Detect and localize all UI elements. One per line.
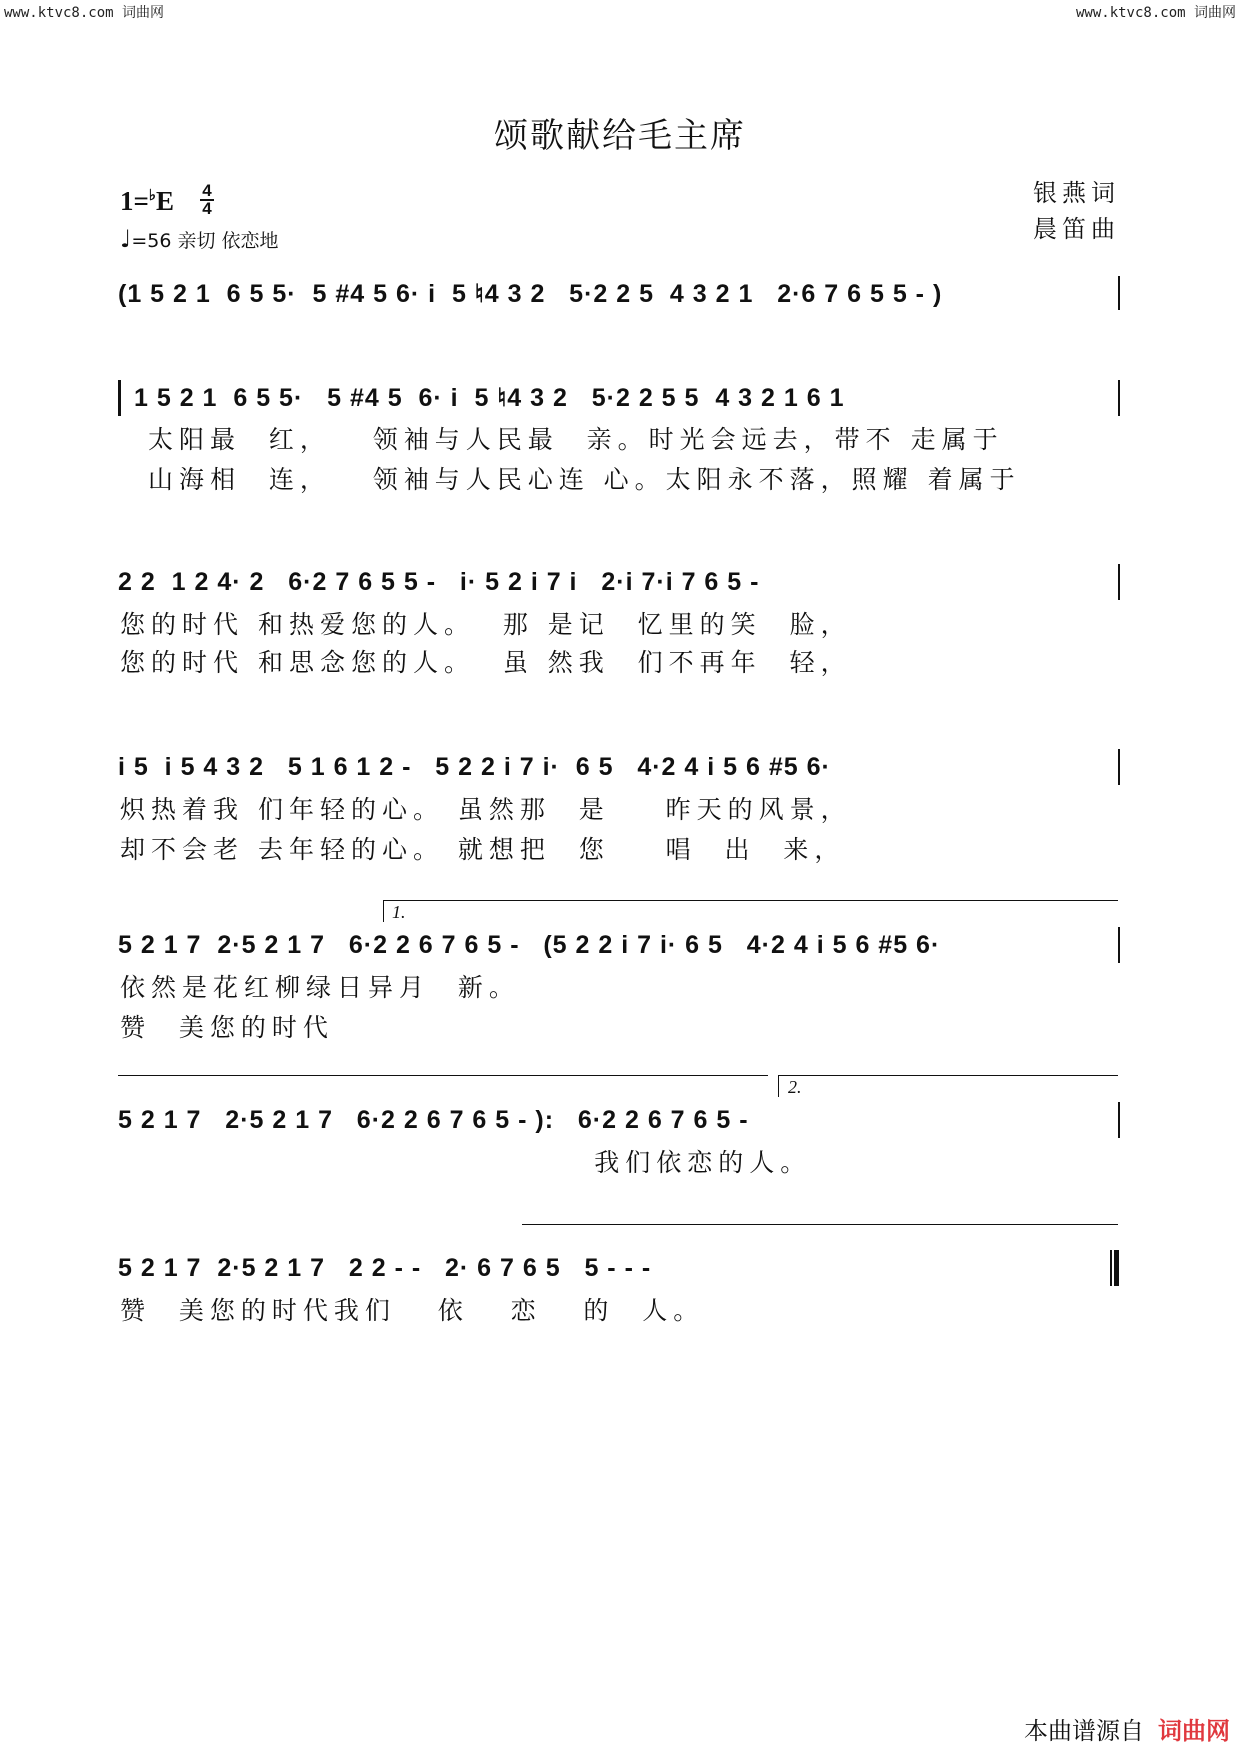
tempo-marking (120, 225, 279, 253)
notes-line: 1 5 2 1 6 5 5· 5 #4 5 6· i 5 ♮4 3 2 5·2 2 5 5 4 3 2 1 6 1 (134, 384, 845, 412)
system-3 (118, 752, 1123, 782)
barline (1118, 380, 1120, 416)
song-title: 颂歌献给毛主席 (494, 116, 746, 156)
header-right-site: 词曲网 (1194, 5, 1236, 21)
volta-1-hook (383, 900, 384, 922)
final-barline-thick (1114, 1250, 1119, 1286)
repeat-start-barline (118, 380, 121, 416)
volta-2-label: 2. (788, 1077, 802, 1097)
lyrics-verse-1: 炽热着我 们年轻的心。 虽然那 是 昨天的风景， (120, 795, 852, 824)
final-barline-thin (1110, 1250, 1112, 1286)
footer-brand[interactable]: 词曲网 (1158, 1717, 1230, 1745)
barline (1118, 564, 1120, 600)
lyrics-verse-2: 您的时代 和思念您的人。 虽 然我 们不再年 轻， (120, 648, 852, 677)
header-right-url[interactable]: www.ktvc8.com (1075, 5, 1186, 21)
notes-line: i 5 i 5 4 3 2 5 1 6 1 2 - 5 2 2 i 7 i· 6 5 4·2 4 i 5 6 #5 6· (118, 753, 831, 781)
header-left-site: 词曲网 (122, 5, 165, 21)
time-signature (200, 183, 214, 217)
lyrics-verse-2: 赞 美您的时代 (120, 1013, 334, 1042)
notes-line: 2 2 1 2 4· 2 6·2 7 6 5 5 - i· 5 2 i 7 i 2·i 7·i 7 6 5 - (118, 568, 760, 596)
header-left-url[interactable]: www.ktvc8.com (4, 5, 114, 21)
quarter-note-icon: ♩ (120, 225, 132, 253)
tempo-expression: 亲切 依恋地 (177, 230, 279, 252)
composer: 晨笛曲 (1033, 215, 1120, 243)
system-6 (118, 1253, 1123, 1283)
volta-2-hook (778, 1075, 779, 1097)
notes-line: (1 5 2 1 6 5 5· 5 #4 5 6· i 5 ♮4 3 2 5·2 2 5 4 3 2 1 2·6 7 6 5 5 - ) (118, 280, 943, 308)
system-intro (118, 279, 1123, 309)
credits (1033, 175, 1120, 247)
barline (1118, 749, 1120, 785)
meter-top: 4 (202, 181, 212, 200)
lyrics-verse-1: 您的时代 和热爱您的人。 那 是记 忆里的笑 脸， (120, 610, 852, 639)
lyrics-verse-2: 却不会老 去年轻的心。 就想把 您 唱 出 来， (120, 835, 846, 864)
volta-1-line (383, 900, 1118, 901)
lyrics-verse-1: 太阳最 红， 领袖与人民最 亲。时光会远去，带不 走属于 (148, 425, 1004, 454)
volta-2-line (778, 1075, 1118, 1076)
lyricist: 银燕词 (1033, 179, 1120, 207)
lyrics-verse-1: 依然是花红柳绿日异月 新。 (120, 973, 520, 1002)
lyrics-verse-2: 山海相 连， 领袖与人民心连 心。太阳永不落，照耀 着属于 (148, 465, 1021, 494)
notes-line: 5 2 1 7 2·5 2 1 7 6·2 2 6 7 6 5 - ): 6·2 2 6 7 6 5 - (118, 1106, 749, 1134)
footer (1024, 1711, 1230, 1746)
key-signature (120, 186, 174, 217)
volta-1-label: 1. (392, 902, 406, 922)
lyrics-verse-1: 我们依恋的人。 (120, 1148, 812, 1177)
barline (1118, 1102, 1120, 1138)
key-prefix: 1= (120, 186, 149, 216)
meter-bottom: 4 (202, 199, 212, 218)
flat-icon: ♭ (148, 188, 156, 204)
tempo-value: =56 (131, 230, 172, 252)
footer-source: 本曲谱源自 (1024, 1717, 1144, 1745)
notes-line: 5 2 1 7 2·5 2 1 7 6·2 2 6 7 6 5 - (5 2 2 i 7 i· 6 5 4·2 4 i 5 6 #5 6· (118, 931, 941, 959)
volta-1-continuation (118, 1075, 768, 1076)
notes-line: 5 2 1 7 2·5 2 1 7 2 2 - - 2· 6 7 6 5 5 - - - (118, 1254, 652, 1282)
system-4 (118, 930, 1123, 960)
header-left (4, 2, 164, 22)
phrase-line (522, 1224, 1118, 1225)
system-5 (118, 1105, 1123, 1135)
key-note: E (155, 186, 174, 216)
system-1 (134, 383, 1139, 413)
system-2 (118, 567, 1123, 597)
lyrics-verse-1: 赞 美您的时代我们 依 恋 的 人。 (120, 1296, 705, 1325)
barline (1118, 276, 1120, 310)
header-right (1076, 2, 1236, 22)
barline (1118, 927, 1120, 963)
